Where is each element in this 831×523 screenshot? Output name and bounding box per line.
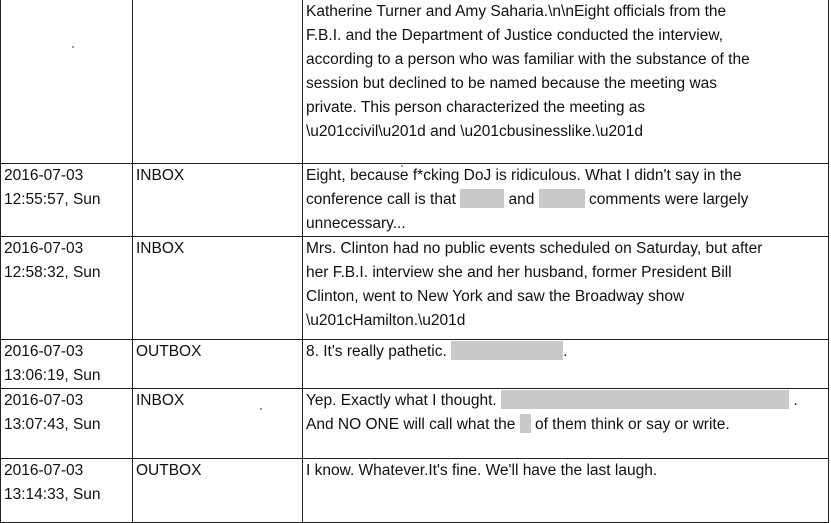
date-text: 2016-07-03	[4, 391, 84, 409]
mailbox-label: OUTBOX	[136, 461, 202, 479]
redaction-box	[539, 189, 585, 208]
date-cell	[1, 339, 133, 388]
message-text: conference call is that	[306, 190, 456, 208]
time-text: 13:06:19, Sun	[4, 366, 101, 384]
message-line	[306, 389, 824, 413]
redaction-box	[520, 414, 531, 433]
date-text: 2016-07-03	[4, 342, 84, 360]
table-row	[1, 236, 829, 339]
message-line: unnecessary...	[306, 214, 406, 232]
redaction-box	[460, 189, 504, 208]
message-line: her F.B.I. interview she and her husband, former President Bill	[306, 263, 732, 281]
message-text: comments were largely	[589, 190, 749, 208]
date-text: 2016-07-03	[4, 461, 84, 479]
message-cell	[303, 339, 829, 388]
message-line: I know. Whatever.It's fine. We'll have the last laugh.	[306, 461, 658, 479]
redaction-box	[501, 390, 789, 409]
message-cell	[303, 458, 829, 522]
mailbox-label: INBOX	[136, 166, 185, 184]
message-text: of them think or say or write.	[534, 415, 730, 433]
scan-speck	[72, 46, 74, 48]
message-cell	[303, 163, 829, 236]
mailbox-cell	[133, 388, 303, 458]
table-row	[1, 163, 829, 236]
mailbox-cell	[133, 163, 303, 236]
date-cell	[1, 0, 133, 163]
date-text: 2016-07-03	[4, 166, 84, 184]
message-line: according to a person who was familiar with the substance of the	[306, 51, 750, 68]
time-text: 12:58:32, Sun	[4, 263, 101, 281]
message-line: \u201cHamilton.\u201d	[306, 311, 466, 329]
date-cell	[1, 163, 133, 236]
message-line: Katherine Turner and Amy Saharia.\n\nEight officials from the	[306, 3, 727, 20]
mailbox-cell	[133, 339, 303, 388]
table-row	[1, 0, 829, 163]
message-text: and	[508, 190, 535, 208]
redaction-box	[451, 341, 563, 360]
date-cell	[1, 236, 133, 339]
mailbox-label: INBOX	[136, 239, 185, 257]
message-cell	[303, 388, 829, 458]
mailbox-label: INBOX	[136, 391, 185, 409]
message-text: And NO ONE will call what the	[306, 415, 516, 433]
message-line: Eight, because f*cking DoJ is ridiculous. What I didn't say in the	[306, 166, 742, 184]
message-text: .	[793, 391, 798, 409]
message-cell	[303, 236, 829, 339]
message-line: Mrs. Clinton had no public events scheduled on Saturday, but after	[306, 239, 763, 257]
mailbox-cell	[133, 458, 303, 522]
message-line: private. This person characterized the meeting as	[306, 99, 646, 116]
mailbox-cell	[133, 236, 303, 339]
scan-speck	[260, 408, 262, 410]
date-cell	[1, 388, 133, 458]
table-row	[1, 388, 829, 458]
time-text: 13:14:33, Sun	[4, 485, 101, 503]
mailbox-label: OUTBOX	[136, 342, 202, 360]
message-text: 8. It's really pathetic.	[306, 342, 447, 360]
date-text: 2016-07-03	[4, 239, 84, 257]
message-text: Yep. Exactly what I thought.	[306, 391, 497, 409]
table-row	[1, 339, 829, 388]
message-line: F.B.I. and the Department of Justice conducted the interview,	[306, 27, 724, 44]
time-text: 12:55:57, Sun	[4, 190, 101, 208]
message-line	[306, 340, 824, 364]
table-row	[1, 458, 829, 522]
message-line: \u201ccivil\u201d and \u201cbusinesslike.\u201d	[306, 123, 643, 140]
message-line	[306, 413, 824, 437]
message-line: Clinton, went to New York and saw the Broadway show	[306, 287, 685, 305]
scan-speck	[401, 165, 403, 167]
message-cell	[303, 0, 829, 163]
message-text: .	[563, 342, 568, 360]
time-text: 13:07:43, Sun	[4, 415, 101, 433]
date-cell	[1, 458, 133, 522]
mailbox-cell	[133, 0, 303, 163]
message-line	[306, 188, 824, 212]
message-line: session but declined to be named because the meeting was	[306, 75, 718, 92]
